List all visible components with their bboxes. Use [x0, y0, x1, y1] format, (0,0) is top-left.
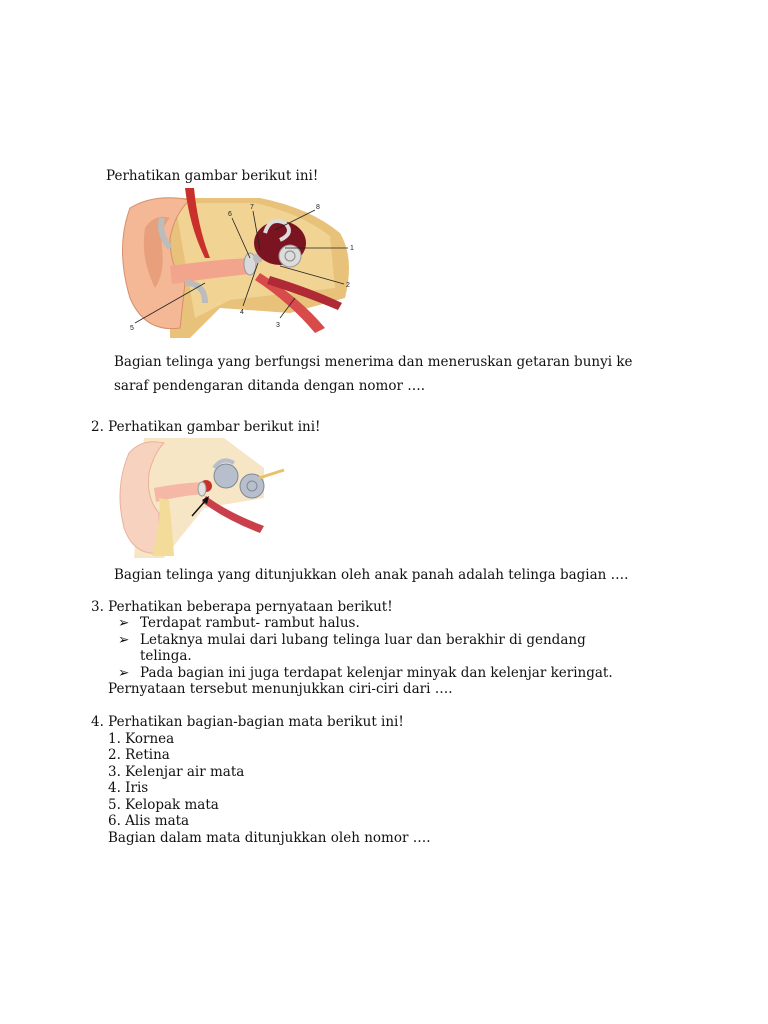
q1-question-line2: saraf pendengaran ditanda dengan nomor ….	[114, 378, 425, 394]
label-6: 6	[228, 211, 232, 218]
q4-item-5: 5. Kelopak mata	[108, 797, 219, 813]
label-8: 8	[316, 204, 320, 211]
label-7: 7	[250, 204, 254, 211]
q3-bullet-3: Pada bagian ini juga terdapat kelenjar minyak dan kelenjar keringat.	[140, 665, 613, 681]
q2-question: Bagian telinga yang ditunjukkan oleh anak panah adalah telinga bagian ….	[114, 567, 629, 583]
ear-diagram-labeled	[110, 188, 360, 338]
q3-bullet-icon-1: ➢	[118, 615, 130, 631]
q3-conclusion: Pernyataan tersebut menunjukkan ciri-ciri dari ….	[108, 681, 453, 697]
q2-intro: 2. Perhatikan gambar berikut ini!	[91, 419, 321, 435]
label-2: 2	[346, 282, 350, 289]
q3-bullet-1: Terdapat rambut- rambut halus.	[140, 615, 360, 631]
q4-item-2: 2. Retina	[108, 747, 170, 763]
q3-bullet-2-continued: telinga.	[140, 648, 192, 664]
q1-question-line1: Bagian telinga yang berfungsi menerima dan meneruskan getaran bunyi ke	[114, 354, 633, 370]
q3-bullet-icon-3: ➢	[118, 665, 130, 681]
label-4: 4	[240, 309, 244, 316]
label-1: 1	[350, 245, 354, 252]
label-3: 3	[276, 322, 280, 329]
q4-item-1: 1. Kornea	[108, 731, 175, 747]
q4-question: Bagian dalam mata ditunjukkan oleh nomor ….	[108, 830, 431, 846]
q3-bullet-2: Letaknya mulai dari lubang telinga luar dan berakhir di gendang	[140, 632, 586, 648]
q1-intro: Perhatikan gambar berikut ini!	[106, 168, 319, 184]
q4-intro: 4. Perhatikan bagian-bagian mata berikut ini!	[91, 714, 404, 730]
q4-item-6: 6. Alis mata	[108, 813, 190, 829]
ear-diagram-arrow	[114, 438, 286, 558]
q4-item-4: 4. Iris	[108, 780, 149, 796]
q3-intro: 3. Perhatikan beberapa pernyataan berikut!	[91, 599, 393, 615]
q4-item-3: 3. Kelenjar air mata	[108, 764, 245, 780]
q3-bullet-icon-2: ➢	[118, 632, 130, 648]
label-5: 5	[130, 325, 134, 332]
